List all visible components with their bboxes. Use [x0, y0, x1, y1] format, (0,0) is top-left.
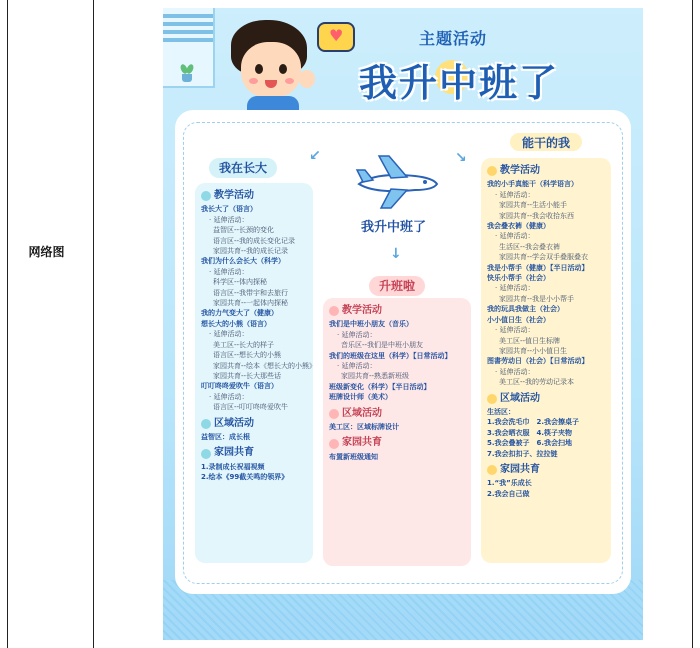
activity-item: 家园共育--我是小小帮手	[499, 294, 575, 303]
activity-item: 美工区：区域标牌设计	[329, 423, 399, 432]
activity-item: 语言区--我的成长变化记录	[213, 236, 296, 245]
activity-item: 生活区--我会叠衣裤	[499, 242, 561, 251]
activity-item: 我们是中班小朋友（音乐）	[329, 320, 413, 329]
section-heading-text: 家园共育	[342, 437, 382, 449]
arrow-right-icon: ↘	[455, 150, 467, 166]
bullet-dot-icon	[201, 419, 211, 429]
activity-item: 家园共育--我的成长记录	[213, 247, 289, 256]
activity-item: 1.我会洗毛巾 2.我会擦桌子	[487, 418, 580, 427]
section-pill-growing: 我在长大	[209, 158, 277, 178]
bullet-dot-icon	[487, 465, 497, 475]
activity-item: 语言区--我带宇和去旅行	[213, 288, 289, 297]
bullet-dot-icon	[329, 439, 339, 449]
poster-subtitle: 主题活动	[419, 29, 488, 48]
activity-item: 7.我会扣扣子、拉拉链	[487, 449, 558, 458]
section-pill-capable: 能干的我	[509, 132, 583, 152]
table-column-divider	[93, 0, 94, 648]
row-label: 网络图	[28, 245, 65, 259]
section-heading-text: 区域活动	[214, 417, 254, 429]
section-pill-promotion: 升班啦	[369, 276, 425, 296]
section-heading-text: 家园共育	[500, 463, 540, 475]
activity-item: · 延伸活动：	[209, 330, 249, 339]
section-heading-text: 区域活动	[342, 407, 382, 419]
activity-item: 2.我会自己做	[487, 489, 530, 498]
heart-speech-bubble-icon: ♥	[317, 22, 355, 52]
middle-column-promotion	[323, 298, 471, 566]
activity-item: 生活区：	[487, 407, 515, 416]
activity-item: 语言区--想长大的小熊	[213, 351, 282, 360]
activity-item: 班级新变化（科学）【半日活动】	[329, 382, 431, 391]
activity-item: · 延伸活动：	[209, 392, 249, 401]
activity-item: 我会叠衣裤（健康）	[487, 222, 550, 231]
center-theme-label: 我升中班了	[361, 220, 427, 235]
activity-item: 家园共育--长大那些话	[213, 371, 282, 380]
section-heading	[201, 419, 307, 429]
bullet-dot-icon	[329, 306, 339, 316]
activity-item: 家园共育--熟悉新班级	[341, 372, 410, 381]
activity-item: 1.录制成长祝福视频	[201, 462, 265, 471]
activity-item: 我们的班级在这里（科学）【日常活动】	[329, 351, 452, 360]
activity-item: · 延伸活动：	[337, 330, 377, 339]
activity-item: · 延伸活动：	[337, 362, 377, 371]
activity-item: 小小值日生（社会）	[487, 315, 550, 324]
arrow-down-icon: ↓	[390, 246, 402, 262]
arrow-left-icon: ↙	[309, 148, 321, 164]
left-column-growing	[195, 183, 317, 563]
activity-item: 图書劳动日（社会）【日常活动】	[487, 357, 589, 366]
activity-item: 想长大的小熊（语言）	[201, 319, 271, 328]
activity-item: · 延伸活动：	[209, 215, 249, 224]
activity-item: · 延伸活动：	[495, 326, 535, 335]
right-column-capable	[481, 158, 611, 563]
activity-item: 家园共育--学会双手叠服叠衣	[499, 253, 589, 262]
section-heading	[201, 448, 307, 458]
section-heading-text: 区域活动	[500, 392, 540, 404]
activity-item: 5.我会叠被子 6.我会扫地	[487, 439, 573, 448]
section-heading	[329, 409, 465, 419]
activity-item: 家园共育--小小值日生	[499, 346, 568, 355]
child-mascot-illustration	[227, 20, 319, 118]
section-heading	[487, 394, 605, 404]
section-heading	[329, 306, 465, 316]
activity-item: 美工区--值日生标牌	[499, 336, 561, 345]
section-heading-text: 教学活动	[342, 305, 382, 316]
activity-item: · 延伸活动：	[495, 284, 535, 293]
activity-item: 我的小手真能干（科学语言）	[487, 180, 578, 189]
window-illustration	[163, 8, 215, 88]
activity-item: · 延伸活动：	[209, 267, 249, 276]
bullet-dot-icon	[329, 409, 339, 419]
section-heading	[487, 166, 605, 176]
activity-item: 我是小帮手（健康）【半日活动】	[487, 263, 589, 272]
section-heading-text: 家园共育	[214, 447, 254, 459]
activity-item: 叮叮咚咚爱吹牛（语言）	[201, 382, 278, 391]
poster-title: 我升中班了	[359, 61, 560, 105]
activity-item: 家园共育--绘本《想长大的小熊》	[213, 361, 317, 370]
activity-item: 我的玩具我做主（社会）	[487, 305, 564, 314]
activity-item: 3.我会晒衣服 4.筷子夹物	[487, 428, 573, 437]
activity-item: 科学区--体内探秘	[213, 278, 268, 287]
bullet-dot-icon	[201, 449, 211, 459]
activity-item: 1.“我”乐成长	[487, 479, 532, 488]
activity-item: 班牌设计师（美术）	[329, 393, 392, 402]
activity-item: · 延伸活动：	[495, 190, 535, 199]
activity-item: 音乐区--我们是中班小朋友	[341, 341, 424, 350]
activity-item: · 延伸活动：	[495, 232, 535, 241]
activity-item: 我的力气变大了（健康）	[201, 309, 278, 318]
activity-item: 家园共育--生活小能手	[499, 201, 568, 210]
activity-item: · 延伸活动：	[495, 367, 535, 376]
section-heading-text: 教学活动	[214, 190, 254, 201]
section-heading	[329, 438, 465, 448]
activity-item: 家园共育--我会收拾东西	[499, 211, 575, 220]
section-heading	[201, 191, 307, 201]
theme-poster	[163, 8, 643, 640]
activity-item: 快乐小帮手（社会）	[487, 274, 550, 283]
section-heading-text: 教学活动	[500, 165, 540, 176]
activity-item: 家园共育--一起体内探秘	[213, 299, 289, 308]
activity-item: 2.绘本《99截关鸣的领界》	[201, 473, 289, 482]
activity-item: 语言区--叮叮咚咚爱吹牛	[213, 403, 289, 412]
activity-item: 美工区--我的劳动记录本	[499, 378, 575, 387]
plant-icon	[179, 64, 195, 82]
activity-item: 益智区：成长根	[201, 432, 250, 441]
activity-item: 美工区--长大的样子	[213, 340, 275, 349]
bullet-dot-icon	[487, 166, 497, 176]
bullet-dot-icon	[487, 394, 497, 404]
section-heading	[487, 465, 605, 475]
activity-item: 我们为什么会长大（科学）	[201, 257, 285, 266]
activity-item: 益智区--长颈的变化	[213, 226, 275, 235]
bullet-dot-icon	[201, 191, 211, 201]
airplane-icon	[355, 154, 441, 210]
activity-item: 我长大了（语言）	[201, 205, 257, 214]
activity-item: 布置新班级通知	[329, 452, 378, 461]
